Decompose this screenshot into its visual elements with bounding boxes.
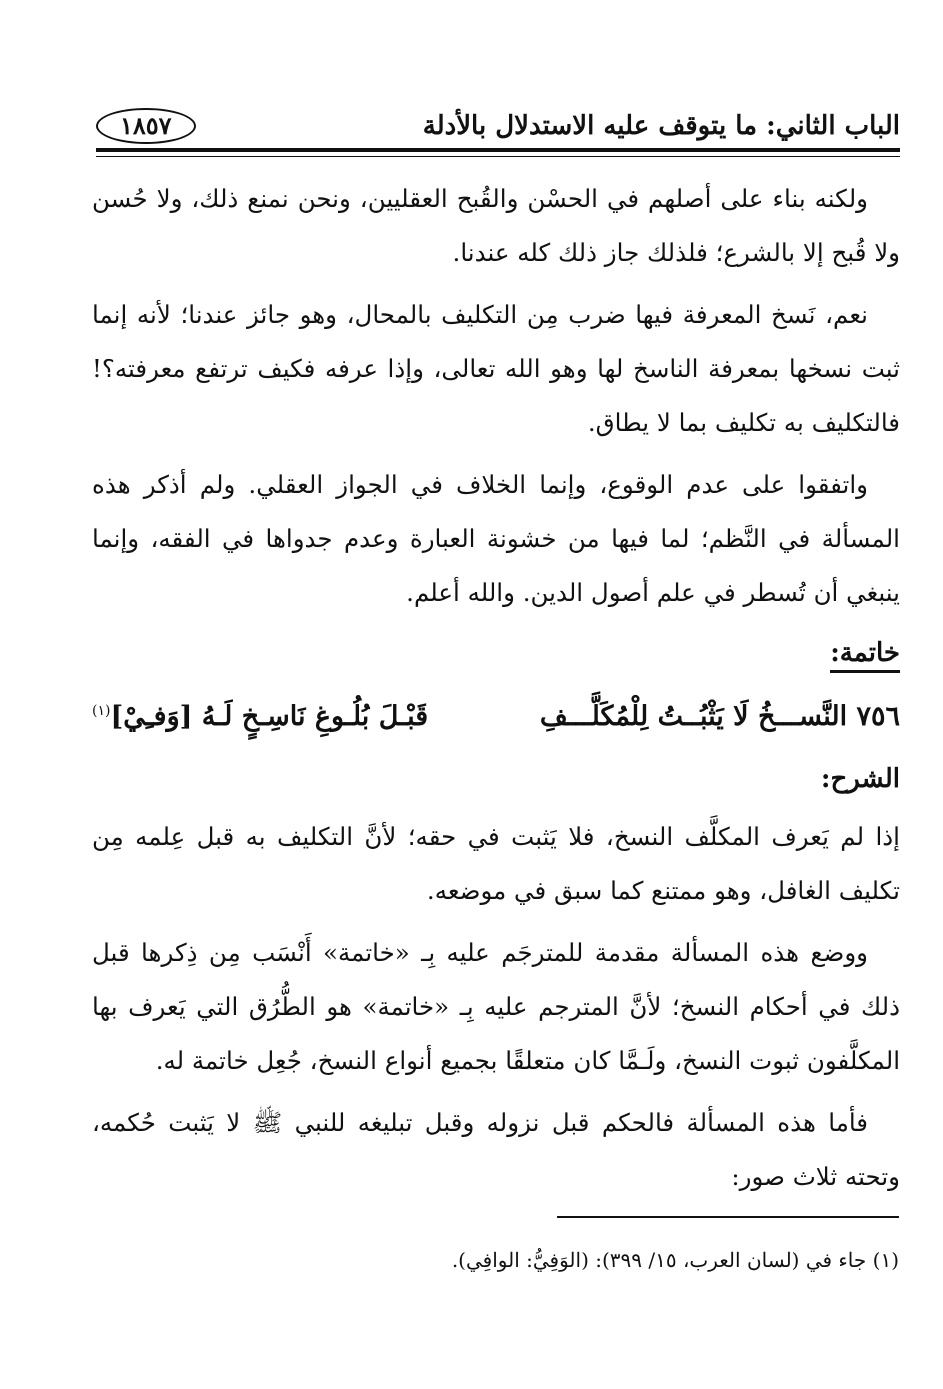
page-header [96,106,900,146]
verse-first-text: النَّســـخُ لَا يَثْبُــتُ لِلْمُكَلَّـــفِ [539,701,848,732]
paragraph-4: إذا لم يَعرف المكلَّف النسخ، فلا يَثبت في حقه؛ لأنَّ التكليف به قبل عِلمه مِن تكليف الغافل، وهو ممتنع كما سبق في موضعه. [92,822,900,905]
page-number: ١٨٥٧ [96,108,196,144]
chapter-title: الباب الثاني: ما يتوقف عليه الاستدلال بالأدلة [422,111,900,141]
footnote: (١) جاء في (لسان العرب، ١٥/ ٣٩٩): (الوَفِيُّ: الوافِي). [451,1248,899,1272]
footnote-separator [557,1216,899,1218]
verse-first-hemistich [540,690,900,744]
verse-line [92,684,900,744]
main-text [92,172,900,1212]
heading-khatima-label: خاتمة: [830,638,900,673]
footnote-marker: (١) [92,703,111,719]
paragraph-5: ووضع هذه المسألة مقدمة للمترجَم عليه بِـ «خاتمة» أَنْسَب مِن ذِكرها قبل ذلك في أحكام النسخ؛ لأنَّ المترجم عليه بِـ «خاتمة» هو الطُّرُق التي يَعرف بها المكلَّفون ثبوت النسخ، ولَـمَّا كان متعلقًا بجميع أنواع النسخ، جُعِل خاتمة له. [92,938,900,1075]
paragraph-2: نعم، نَسخ المعرفة فيها ضرب مِن التكليف بالمحال، وهو جائز عندنا؛ لأنه إنما ثبت نسخها بمعرفة الناسخ لها وهو الله تعالى، وإذا عرفه فكيف ترتفع معرفته؟! فالتكليف به تكليف بما لا يطاق. [92,300,900,437]
paragraph-6: فأما هذه المسألة فالحكم قبل نزوله وقبل تبليغه للنبي ﷺ لا يَثبت حُكمه، وتحته ثلاث صور: [92,1108,900,1191]
verse-second-text: قَبْـلَ بُلُـوغِ نَاسِـخٍ لَـهُ [وَفـِيْ] [110,701,429,732]
heading-sharh: الشرح: [820,764,900,794]
verse-number: ٧٥٦ [856,701,900,732]
header-rule-thin [96,156,900,157]
paragraph-1: ولكنه بناء على أصلهم في الحسْن والقُبح العقليين، ونحن نمنع ذلك، ولا حُسن ولا قُبح إلا بالشرع؛ فلذلك جاز ذلك كله عندنا. [92,184,900,267]
header-rule-thick [96,148,900,152]
heading-khatima [92,628,900,678]
verse-second-hemistich [92,684,428,744]
paragraph-3: واتفقوا على عدم الوقوع، وإنما الخلاف في الجواز العقلي. ولم أذكر هذه المسألة في النَّظم؛ لما فيها من خشونة العبارة وعدم جدواها في الفقه، وإنما ينبغي أن تُسطر في علم أصول الدين. والله أعلم. [92,470,900,607]
